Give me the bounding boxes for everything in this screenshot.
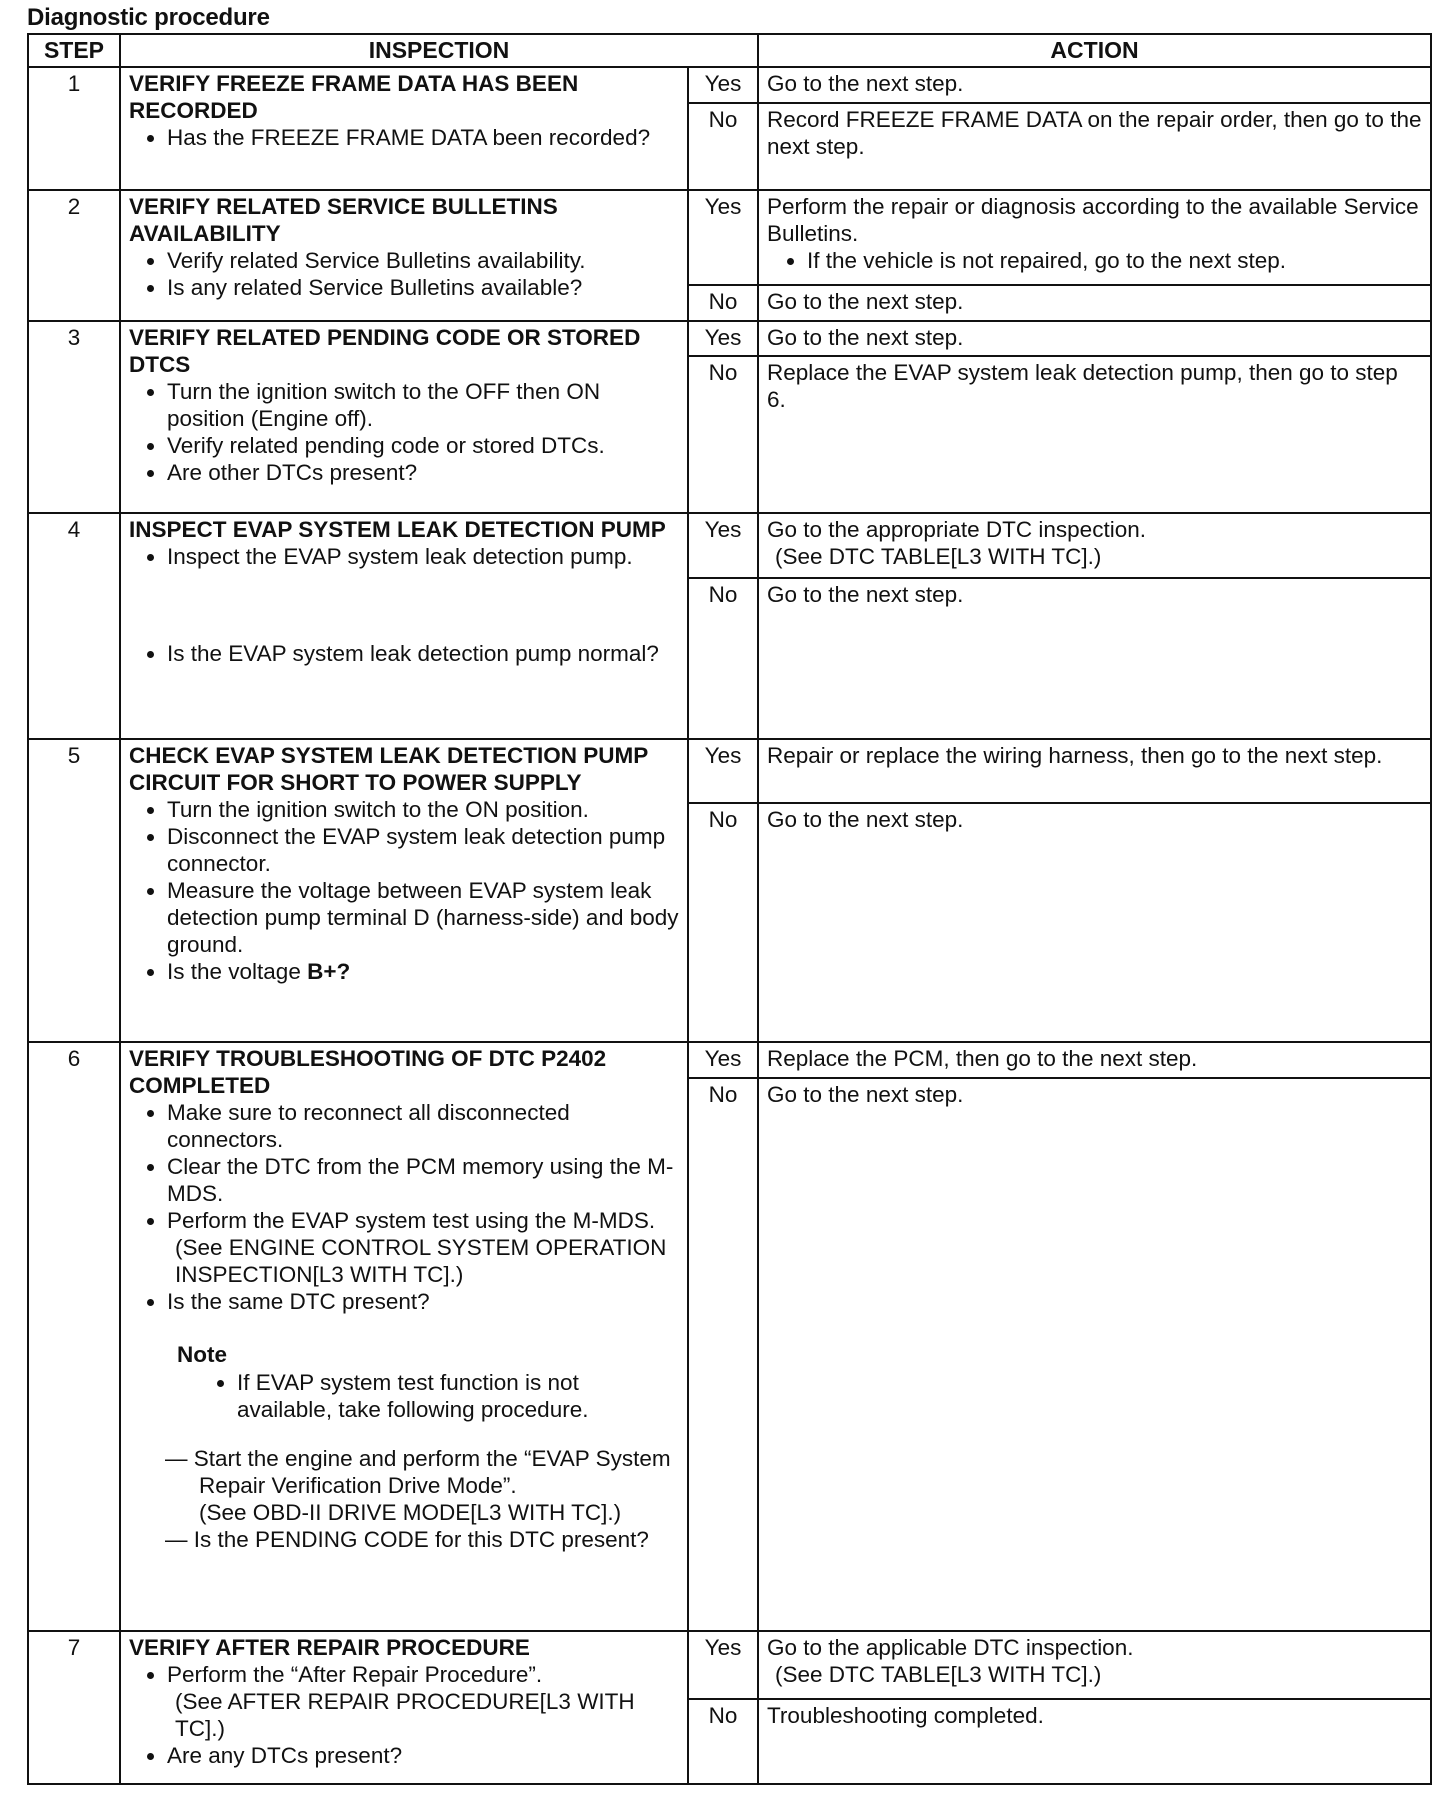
yes-label: Yes [688,739,758,802]
step-4-yes-row [28,513,1431,578]
inspection-bullet [167,1207,679,1288]
yes-action-text: Go to the appropriate DTC inspection. [767,517,1146,543]
no-label: No [688,285,758,321]
step-inspection [120,1042,688,1631]
yes-action: Replace the PCM, then go to the next step. [758,1042,1431,1078]
yes-action: Repair or replace the wiring harness, then go to the next step. [758,739,1431,802]
action-bullet: • If the vehicle is not repaired, go to the next step. [807,247,1422,274]
step-heading: VERIFY RELATED SERVICE BULLETINS AVAILABILITY [129,193,558,246]
step-number: 6 [28,1042,120,1631]
yes-action-text: Go to the applicable DTC inspection. [767,1634,1134,1660]
page-title: Diagnostic procedure [27,4,270,31]
inspection-bullet [167,958,679,985]
no-action: Record FREEZE FRAME DATA on the repair order, then go to the next step. [758,103,1431,190]
step-inspection [120,67,688,190]
spacer [129,570,679,640]
header-step: STEP [28,34,120,67]
inspection-bullet: • Is any related Service Bulletins available? [167,274,679,301]
bullet-text: • Perform the “After Repair Procedure”. [167,1661,543,1687]
inspection-bullet: • Are any DTCs present? [167,1742,679,1769]
reference-link: (See DTC TABLE[L3 WITH TC].) [775,544,1102,570]
inspection-bullet: • Verify related pending code or stored DTCs. [167,432,679,459]
yes-action: Go to the next step. [758,67,1431,103]
step-inspection [120,739,688,1041]
question-value: B+? [307,959,351,985]
step-1-yes-row [28,67,1431,103]
inspection-bullet: • Disconnect the EVAP system leak detection pump connector. [167,823,679,877]
step-number: 2 [28,190,120,321]
step-number: 5 [28,739,120,1041]
inspection-bullet: • Make sure to reconnect all disconnected connectors. [167,1099,679,1153]
yes-label: Yes [688,321,758,357]
yes-label: Yes [688,67,758,103]
step-heading: INSPECT EVAP SYSTEM LEAK DETECTION PUMP [129,517,666,543]
no-action: Go to the next step. [758,803,1431,1042]
inspection-bullet: • Measure the voltage between EVAP system leak detection pump terminal D (harness-side) and body ground. [167,877,679,958]
step-number: 1 [28,67,120,190]
no-action: Go to the next step. [758,285,1431,321]
reference-link: (See OBD-II DRIVE MODE[L3 WITH TC].) [199,1499,622,1525]
inspection-bullet: • Is the same DTC present? [167,1288,679,1315]
header-inspection: INSPECTION [120,34,758,67]
no-label: No [688,356,758,513]
inspection-bullet: • Turn the ignition switch to the OFF then ON position (Engine off). [167,378,679,432]
inspection-bullet: • Are other DTCs present? [167,459,679,486]
step-heading: VERIFY FREEZE FRAME DATA HAS BEEN RECORDED [129,71,579,123]
step-inspection [120,190,688,321]
diagnostic-procedure-table [27,33,1432,1785]
no-label: No [688,1078,758,1631]
yes-label: Yes [688,513,758,578]
yes-action [758,190,1431,285]
step-inspection [120,1631,688,1784]
note-bullet: • If EVAP system test function is not available, take following procedure. [237,1369,679,1423]
inspection-bullet: • Has the FREEZE FRAME DATA been recorded? [167,124,679,151]
inspection-bullet: • Verify related Service Bulletins availability. [167,247,679,274]
inspection-bullet: • Turn the ignition switch to the ON position. [167,796,679,823]
step-number: 7 [28,1631,120,1784]
reference-link: (See AFTER REPAIR PROCEDURE[L3 WITH TC].) [175,1688,635,1741]
step-heading: VERIFY AFTER REPAIR PROCEDURE [129,1634,530,1660]
no-label: No [688,1699,758,1784]
inspection-bullet: • Clear the DTC from the PCM memory using the M-MDS. [167,1153,679,1207]
note-title: Note [177,1341,227,1367]
no-label: No [688,578,758,739]
yes-label: Yes [688,190,758,285]
yes-action [758,513,1431,578]
step-5-yes-row [28,739,1431,802]
step-heading: CHECK EVAP SYSTEM LEAK DETECTION PUMP CIRCUIT FOR SHORT TO POWER SUPPLY [129,743,648,796]
step-number: 3 [28,321,120,514]
inspection-bullet: • Inspect the EVAP system leak detection pump. [167,543,679,570]
dash-item: — Start the engine and perform the “EVAP System Repair Verification Drive Mode”. [165,1445,671,1498]
inspection-bullet [167,1661,679,1742]
no-label: No [688,803,758,1042]
table-header-row [28,34,1431,67]
yes-action-text: Perform the repair or diagnosis according to the available Service Bulletins. [767,193,1419,246]
reference-link: (See DTC TABLE[L3 WITH TC].) [775,1661,1102,1687]
step-inspection [120,321,688,514]
note-block [129,1341,679,1423]
step-heading: VERIFY TROUBLESHOOTING OF DTC P2402 COMPLETED [129,1045,607,1098]
dash-list [129,1445,679,1553]
step-2-yes-row [28,190,1431,285]
bullet-text: • Perform the EVAP system test using the M-MDS. [167,1207,656,1233]
step-number: 4 [28,513,120,739]
no-label: No [688,103,758,190]
reference-link: (See ENGINE CONTROL SYSTEM OPERATION INSPECTION[L3 WITH TC].) [175,1234,667,1287]
yes-action [758,1631,1431,1700]
header-action: ACTION [758,34,1431,67]
step-6-yes-row [28,1042,1431,1078]
question-text: Is the voltage [167,959,308,985]
no-action: Replace the EVAP system leak detection pump, then go to step 6. [758,356,1431,513]
step-3-yes-row [28,321,1431,357]
step-7-yes-row [28,1631,1431,1700]
dash-item: — Is the PENDING CODE for this DTC present? [165,1526,649,1552]
yes-action: Go to the next step. [758,321,1431,357]
yes-label: Yes [688,1631,758,1700]
step-inspection [120,513,688,739]
yes-label: Yes [688,1042,758,1078]
no-action: Go to the next step. [758,578,1431,739]
inspection-bullet: • Is the EVAP system leak detection pump normal? [167,640,679,667]
step-heading: VERIFY RELATED PENDING CODE OR STORED DTCS [129,324,641,377]
no-action: Go to the next step. [758,1078,1431,1631]
no-action: Troubleshooting completed. [758,1699,1431,1784]
